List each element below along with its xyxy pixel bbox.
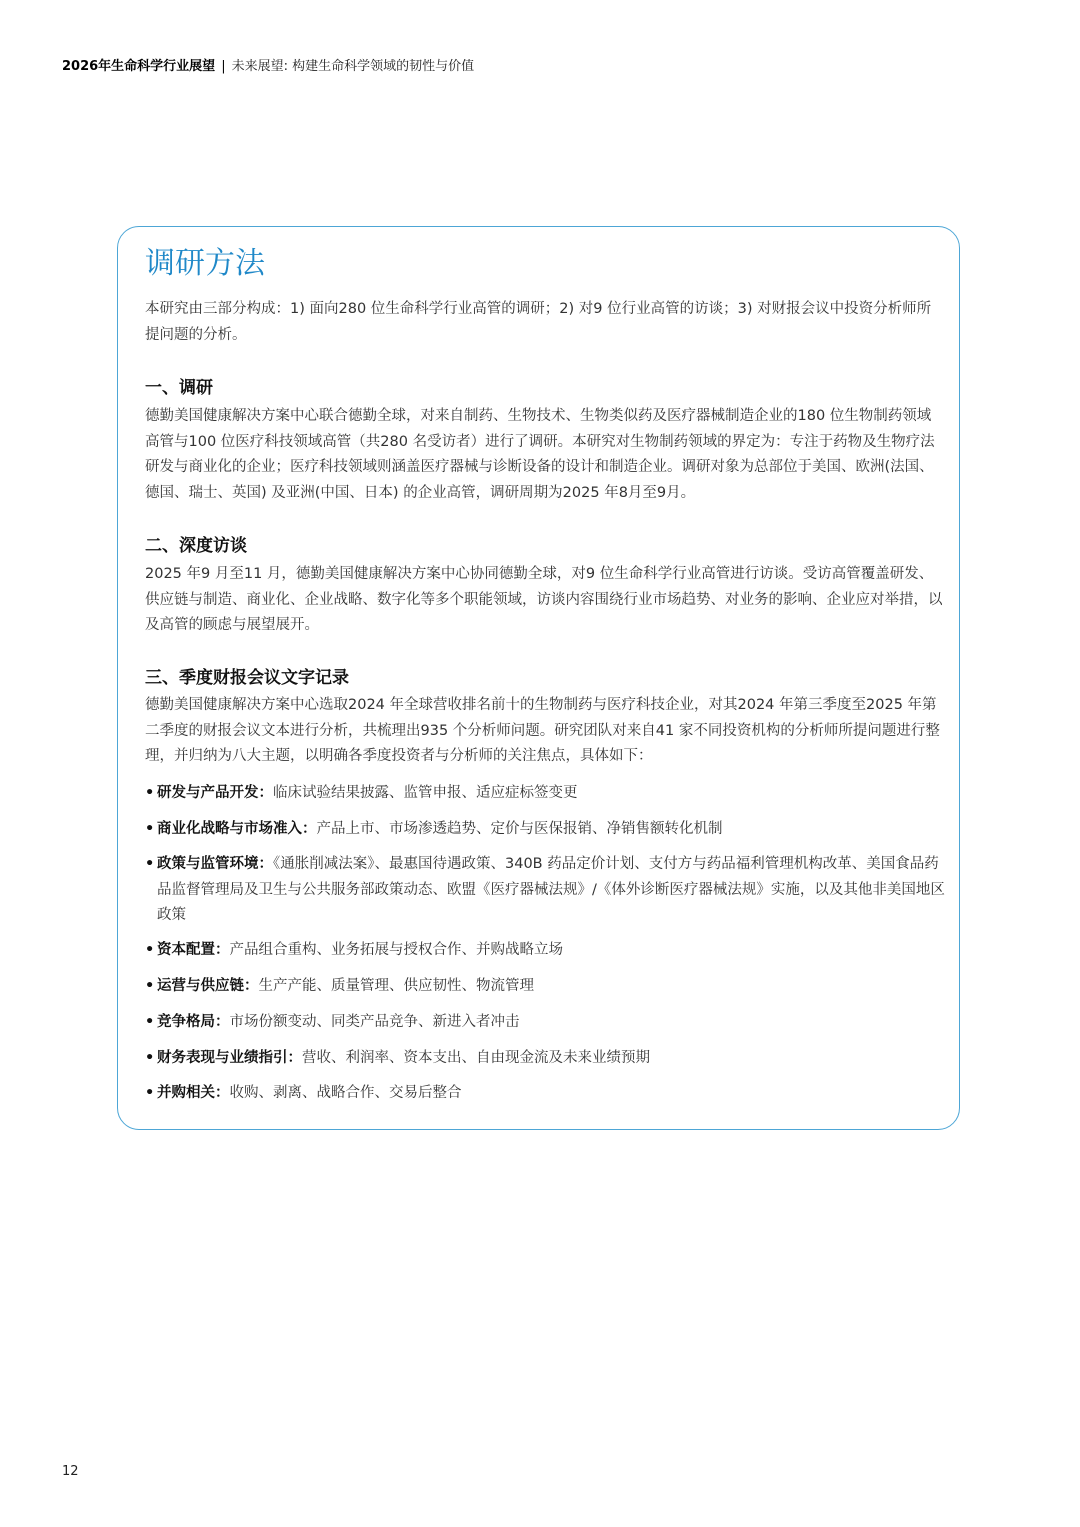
section-heading-interviews: 二、深度访谈: [145, 536, 247, 556]
bullet-label: 政策与监管环境：: [157, 856, 273, 872]
list-item: [145, 974, 945, 1000]
bullet-label: 研发与产品开发：: [157, 785, 273, 801]
bullet-icon: •: [145, 856, 155, 872]
bullet-icon: •: [145, 1085, 155, 1101]
list-item: [145, 817, 945, 843]
list-item: [145, 1081, 945, 1107]
bullet-text: 产品上市、市场渗透趋势、定价与医保报销、净销售额转化机制: [316, 821, 723, 837]
section-text-transcripts: 德勤美国健康解决方案中心选取2024 年全球营收排名前十的生物制药与医疗科技企业，对其2024 年第三季度至2025 年第二季度的财报会议文本进行分析，共梳理出935 个分析师问题。研究团队对来自41 家不同投资机构的分析师所提问题进行整理，并归纳为八大主题，以明确各季度投资者与分析师的关注焦点，具体如下：: [145, 697, 940, 764]
bullet-label: 商业化战略与市场准入：: [157, 821, 317, 837]
bullet-label: 并购相关：: [157, 1085, 230, 1101]
section-heading-survey: 一、调研: [145, 378, 213, 398]
bullet-text: 市场份额变动、同类产品竞争、新进入者冲击: [229, 1014, 520, 1030]
intro-paragraph: 本研究由三部分构成：1) 面向280 位生命科学行业高管的调研；2) 对9 位行业高管的访谈；3) 对财报会议中投资分析师所提问题的分析。: [145, 301, 932, 343]
bullet-text: 产品组合重构、业务拓展与授权合作、并购战略立场: [229, 942, 563, 958]
bullet-label: 资本配置：: [157, 942, 230, 958]
bullet-icon: •: [145, 1050, 155, 1066]
section-heading-transcripts: 三、季度财报会议文字记录: [145, 668, 349, 688]
section-text-survey: 德勤美国健康解决方案中心联合德勤全球，对来自制药、生物技术、生物类似药及医疗器械制造企业的180 位生物制药领域高管与100 位医疗科技领域高管（共280 名受访者）进行了调研。本研究对生物制药领域的界定为：专注于药物及生物疗法研发与商业化的企业；医疗科技领域则涵盖医疗器械与诊断设备的设计和制造企业。调研对象为总部位于美国、欧洲(法国、德国、瑞士、英国) 及亚洲(中国、日本) 的企业高管，调研周期为2025 年8月至9月。: [145, 408, 935, 501]
header-separator: |: [221, 59, 226, 74]
list-item: [145, 1010, 945, 1036]
list-item: [145, 1046, 945, 1072]
list-item: [145, 938, 945, 964]
bullet-text: 收购、剥离、战略合作、交易后整合: [229, 1085, 462, 1101]
page-number: 12: [62, 1464, 79, 1479]
box-title: 调研方法: [145, 246, 265, 281]
section-text-interviews: 2025 年9 月至11 月，德勤美国健康解决方案中心协同德勤全球，对9 位生命科学行业高管进行访谈。受访高管覆盖研发、供应链与制造、商业化、企业战略、数字化等多个职能领域，访谈内容围绕行业市场趋势、对业务的影响、企业应对举措，以及高管的顾虑与展望展开。: [145, 566, 943, 633]
bullet-text: 临床试验结果披露、监管申报、适应症标签变更: [273, 785, 578, 801]
bullet-text: 《通胀削减法案》、最惠国待遇政策、340B 药品定价计划、支付方与药品福利管理机构改革、美国食品药品监督管理局及卫生与公共服务部政策动态、欧盟《医疗器械法规》/《体外诊断医疗器械法规》实施，以及其他非美国地区政策: [157, 856, 945, 923]
bullet-icon: •: [145, 821, 155, 837]
report-subtitle: 未来展望: 构建生命科学领域的韧性与价值: [231, 59, 475, 74]
list-item: [145, 781, 945, 807]
page-header: [62, 58, 474, 76]
bullet-label: 竞争格局：: [157, 1014, 230, 1030]
bullet-icon: •: [145, 942, 155, 958]
bullet-icon: •: [145, 978, 155, 994]
report-title: 2026年生命科学行业展望: [62, 59, 216, 74]
bullet-icon: •: [145, 785, 155, 801]
bullet-icon: •: [145, 1014, 155, 1030]
bullet-text: 营收、利润率、资本支出、自由现金流及未来业绩预期: [302, 1050, 650, 1066]
bullet-text: 生产产能、质量管理、供应韧性、物流管理: [258, 978, 534, 994]
list-item: [145, 852, 945, 929]
bullet-label: 财务表现与业绩指引：: [157, 1050, 302, 1066]
bullet-label: 运营与供应链：: [157, 978, 259, 994]
